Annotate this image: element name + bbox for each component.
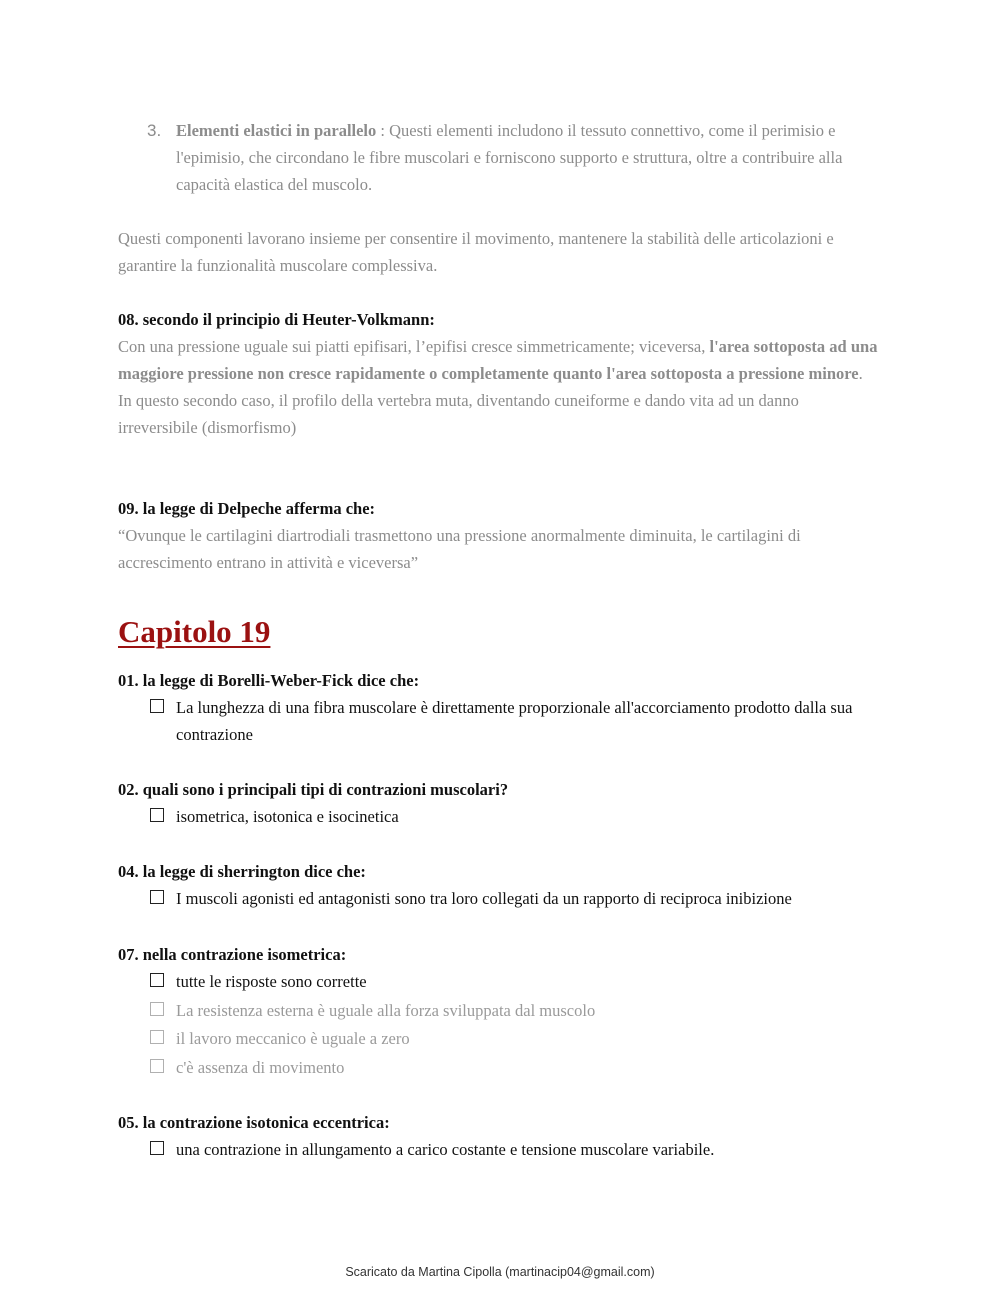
summary-text: Questi componenti lavorano insieme per consentire il movimento, mantenere la stabilità delle articolazioni e garantire la funzionalità muscolare complessiva. xyxy=(118,229,834,275)
option-label: I muscoli agonisti ed antagonisti sono tra loro collegati da un rapporto di reciproca inibizione xyxy=(176,889,792,908)
answer-text-end: . xyxy=(858,364,863,383)
option-label: La lunghezza di una fibra muscolare è direttamente proporzionale all'accorciamento prodotto dalla sua contrazione xyxy=(176,698,853,744)
answer-option[interactable] xyxy=(118,885,880,912)
question-08 xyxy=(118,306,880,441)
option-label: La resistenza esterna è uguale alla forza sviluppata dal muscolo xyxy=(176,1000,596,1020)
question-07 xyxy=(118,941,880,1082)
checkbox[interactable] xyxy=(150,1002,164,1016)
question-04 xyxy=(118,858,880,912)
question-title: 01. la legge di Borelli-Weber-Fick dice che: xyxy=(118,671,420,690)
option-label: c'è assenza di movimento xyxy=(176,1057,345,1077)
list-item-text xyxy=(176,117,880,198)
checkbox[interactable] xyxy=(150,808,164,822)
checkbox[interactable] xyxy=(150,973,164,987)
download-footer: Scaricato da Martina Cipolla (martinacip04@gmail.com) xyxy=(345,1265,655,1279)
answer-text-bold: l'area sottoposta ad una maggiore pressione non cresce rapidamente o completamente quanto l'area sottoposta a pressione minore xyxy=(118,337,878,383)
list-item-title: Elementi elastici in parallelo xyxy=(176,121,377,140)
question-05 xyxy=(118,1109,880,1163)
answer-option[interactable] xyxy=(118,1025,880,1054)
question-title: 04. la legge di sherrington dice che: xyxy=(118,862,366,881)
answer-text: “Ovunque le cartilagini diartrodiali trasmettono una pressione anormalmente diminuita, le cartilagini di accrescimento entrano in attività e viceversa” xyxy=(118,526,801,572)
answer-option[interactable] xyxy=(118,694,880,748)
question-title: 09. la legge di Delpeche afferma che: xyxy=(118,499,376,518)
question-title: 05. la contrazione isotonica eccentrica: xyxy=(118,1113,390,1132)
answer-option[interactable] xyxy=(118,1136,880,1163)
question-title: 02. quali sono i principali tipi di contrazioni muscolari? xyxy=(118,780,509,799)
answer-text xyxy=(118,333,880,387)
option-label: il lavoro meccanico è uguale a zero xyxy=(176,1029,410,1048)
checkbox[interactable] xyxy=(150,1141,164,1155)
list-item-body: : Questi elementi includono il tessuto connettivo, come il perimisio e l'epimisio, che circondano le fibre muscolari e forniscono supporto e struttura, oltre a contribuire alla capacità elastica del muscolo. xyxy=(176,121,843,194)
numbered-list-item-3 xyxy=(118,117,880,198)
question-02 xyxy=(118,776,880,830)
question-title: 08. secondo il principio di Heuter-Volkmann: xyxy=(118,310,435,329)
answer-option[interactable] xyxy=(118,1054,880,1083)
option-label: tutte le risposte sono corrette xyxy=(176,972,367,991)
summary-paragraph xyxy=(118,225,880,279)
answer-followup: In questo secondo caso, il profilo della vertebra muta, diventando cuneiforme e dando vita ad un danno irreversibile (dismorfismo) xyxy=(118,391,799,437)
answer-option[interactable] xyxy=(118,968,880,997)
answer-option[interactable] xyxy=(118,997,880,1026)
chapter-heading: Capitolo 19 xyxy=(118,614,271,649)
question-09 xyxy=(118,495,880,576)
checkbox[interactable] xyxy=(150,699,164,713)
checkbox[interactable] xyxy=(150,1059,164,1073)
question-title: 07. nella contrazione isometrica: xyxy=(118,945,347,964)
option-label: una contrazione in allungamento a carico costante e tensione muscolare variabile. xyxy=(176,1140,715,1159)
option-label: isometrica, isotonica e isocinetica xyxy=(176,807,399,826)
answer-option[interactable] xyxy=(118,803,880,830)
checkbox[interactable] xyxy=(150,890,164,904)
list-number: 3. xyxy=(147,121,162,140)
answer-text-part: Con una pressione uguale sui piatti epifisari, l’epifisi cresce simmetricamente; viceversa, xyxy=(118,337,710,356)
checkbox[interactable] xyxy=(150,1030,164,1044)
question-01 xyxy=(118,667,880,748)
